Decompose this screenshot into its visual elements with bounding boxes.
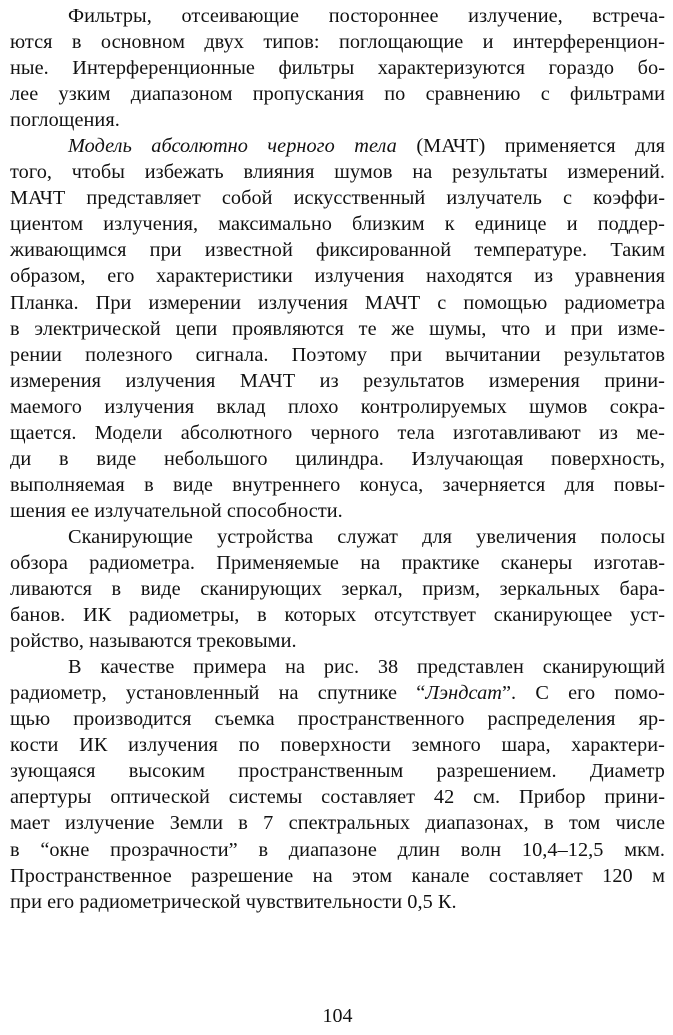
text-line [10, 889, 665, 915]
text-segment: ливаются в виде сканирующих зеркал, призм, зеркальных бара- [10, 578, 665, 601]
text-line [10, 706, 665, 732]
text-segment: Сканирующие устройства служат для увеличения полосы [68, 525, 665, 548]
text-line [10, 602, 665, 628]
text-segment: зующаяся высоким пространственным разрешением. Диаметр [10, 760, 665, 783]
text-segment: образом, его характеристики излучения находятся из уравнения [10, 265, 665, 288]
text-segment: живающимся при известной фиксированной температуре. Таким [10, 239, 665, 262]
text-segment: щью производится съемка пространственного распределения яр- [10, 708, 665, 731]
text-line [10, 654, 665, 680]
text-segment: лее узким диапазоном пропускания по сравнению с фильтрами [10, 83, 665, 106]
text-line [10, 863, 665, 889]
text-line [10, 237, 665, 263]
text-line [10, 185, 665, 211]
text-line [10, 107, 665, 133]
text-line [10, 784, 665, 810]
text-line [10, 55, 665, 81]
text-line [10, 837, 665, 863]
text-segment: ные. Интерференционные фильтры характеризуются гораздо бо- [10, 57, 665, 80]
text-segment: обзора радиометра. Применяемые на практике сканеры изготав- [10, 551, 665, 574]
paragraph [10, 133, 665, 524]
text-segment: циентом излучения, максимально близким к единице и поддер- [10, 213, 665, 236]
text-line [10, 263, 665, 289]
text-line [10, 524, 665, 550]
text-segment: Пространственное разрешение на этом канале составляет 120 м [10, 864, 665, 887]
paragraph [10, 3, 665, 133]
text-segment: в электрической цепи проявляются те же шумы, что и при изме- [10, 317, 665, 340]
text-segment: выполняемая в виде внутреннего конуса, зачерняется для повы- [10, 473, 665, 496]
text-line [10, 628, 665, 654]
text-segment: маемого излучения вклад плохо контролируемых шумов сокра- [10, 395, 665, 418]
text-segment: того, чтобы избежать влияния шумов на результаты измерений. [10, 161, 665, 184]
text-segment: Фильтры, отсеивающие постороннее излучение, встреча- [68, 5, 665, 27]
paragraph [10, 524, 665, 654]
text-line [10, 368, 665, 394]
paragraph [10, 654, 665, 914]
text-segment: поглощения. [10, 109, 120, 132]
text-line [10, 290, 665, 316]
text-line [10, 316, 665, 342]
italic-term: Модель абсолютно черного тела [68, 135, 397, 158]
text-line [10, 3, 665, 29]
italic-term: Лэндсат [425, 682, 502, 705]
text-segment: шения ее излучательной способности. [10, 499, 343, 522]
text-line [10, 576, 665, 602]
text-segment: банов. ИК радиометры, в которых отсутствует сканирующее уст- [10, 604, 665, 627]
text-line [10, 342, 665, 368]
text-segment: кости ИК излучения по поверхности земного шара, характери- [10, 734, 665, 757]
text-line [10, 133, 665, 159]
text-line [10, 810, 665, 836]
text-segment: ются в основном двух типов: поглощающие и интерференцион- [10, 31, 665, 54]
text-segment: МАЧТ представляет собой искусственный излучатель с коэффи- [10, 187, 665, 210]
text-line [10, 159, 665, 185]
text-segment: Планка. При измерении излучения МАЧТ с помощью радиометра [10, 291, 665, 314]
body-text [10, 3, 665, 915]
document-page [10, 0, 665, 1035]
text-line [10, 81, 665, 107]
page-number: 104 [322, 1005, 353, 1027]
text-segment: (МАЧТ) применяется для [396, 135, 665, 158]
text-line [10, 394, 665, 420]
text-line [10, 29, 665, 55]
text-line [10, 732, 665, 758]
text-segment: при его радиометрической чувствительности 0,5 К. [10, 890, 457, 913]
text-segment: апертуры оптической системы составляет 42 см. Прибор прини- [10, 786, 665, 809]
text-line [10, 498, 665, 524]
text-segment: в “окне прозрачности” в диапазоне длин волн 10,4–12,5 мкм. [10, 838, 665, 861]
text-line [10, 446, 665, 472]
text-line [10, 680, 665, 706]
text-segment: измерения излучения МАЧТ из результатов измерения прини- [10, 369, 665, 392]
text-segment: ”. С его помо- [501, 682, 665, 705]
text-segment: мает излучение Земли в 7 спектральных диапазонах, в том числе [10, 812, 665, 835]
text-segment: щается. Модели абсолютного черного тела изготавливают из ме- [10, 421, 665, 444]
text-segment: ди в виде небольшого цилиндра. Излучающая поверхность, [10, 447, 665, 470]
text-line [10, 420, 665, 446]
text-line [10, 472, 665, 498]
text-segment: радиометр, установленный на спутнике “ [10, 682, 426, 705]
text-segment: рении полезного сигнала. Поэтому при вычитании результатов [10, 343, 665, 366]
text-line [10, 550, 665, 576]
text-segment: ройство, называются трековыми. [10, 630, 297, 653]
text-line [10, 758, 665, 784]
text-segment: В качестве примера на рис. 38 представлен сканирующий [68, 656, 665, 679]
text-line [10, 211, 665, 237]
